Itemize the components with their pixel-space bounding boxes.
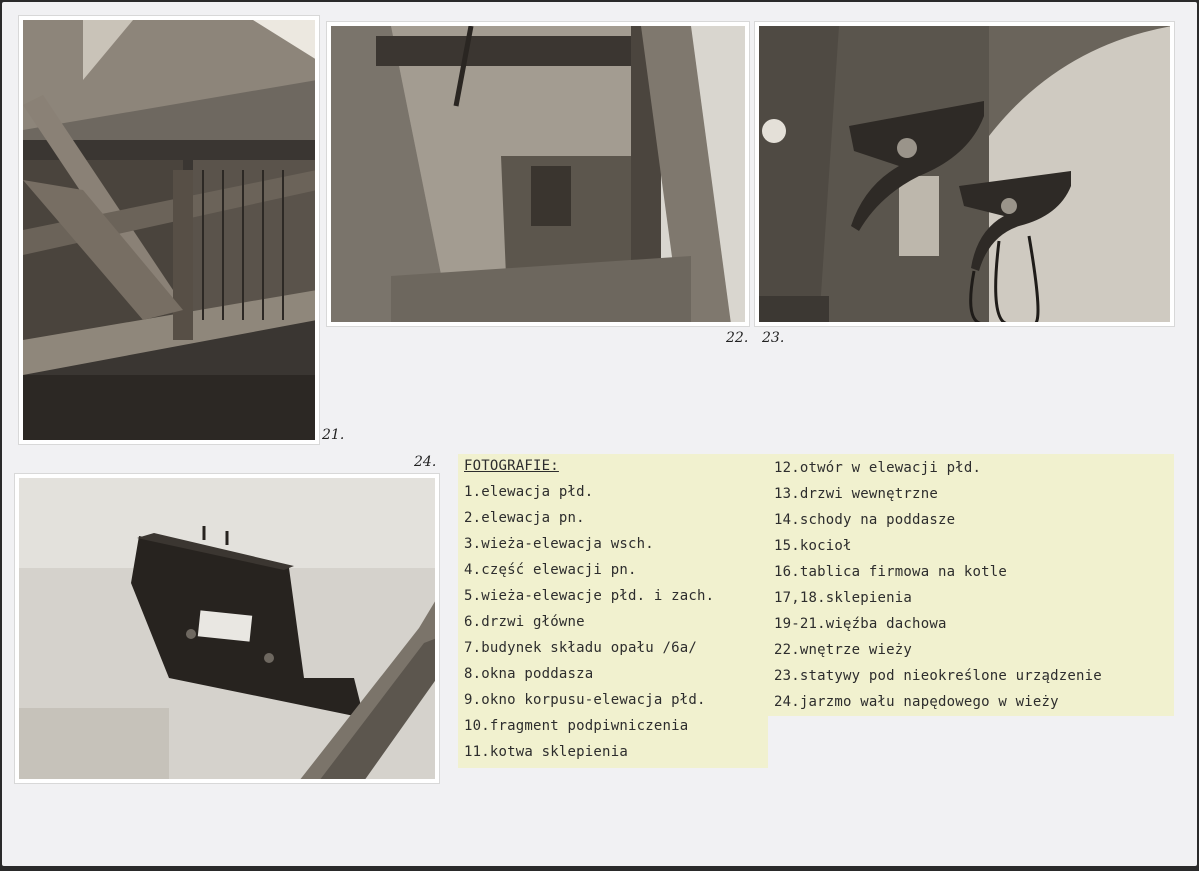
photo-23-number: 23. [762,330,785,346]
legend-item: 24.jarzmo wału napędowego w wieży [774,694,1059,710]
photo-24-number: 24. [414,454,437,470]
legend-item: 5.wieża-elewacje płd. i zach. [464,588,715,604]
legend-item: 22.wnętrze wieży [774,642,913,658]
legend-card-right [768,454,1174,716]
legend-item: 4.część elewacji pn. [464,562,637,578]
legend-item: 3.wieża-elewacja wsch. [464,536,654,552]
legend-heading: FOTOGRAFIE: [464,458,559,474]
photo-21-number: 21. [322,427,345,443]
legend-item: 7.budynek składu opału /6a/ [464,640,697,656]
legend-item: 8.okna poddasza [464,666,594,682]
legend-item: 23.statywy pod nieokreślone urządzenie [774,668,1102,684]
legend-item: 17,18.sklepienia [774,590,913,606]
photo-22-tower-interior [326,21,750,327]
legend-item: 15.kocioł [774,538,852,554]
legend-item: 19-21.więźba dachowa [774,616,947,632]
legend-item: 2.elewacja pn. [464,510,585,526]
photo-24-shaft-yoke [14,473,440,784]
legend-item: 10.fragment podpiwniczenia [464,718,689,734]
legend-item: 1.elewacja płd. [464,484,594,500]
photo-21-roof-truss [18,15,320,445]
legend-item: 9.okno korpusu-elewacja płd. [464,692,706,708]
legend-item: 6.drzwi główne [464,614,585,630]
legend-item: 12.otwór w elewacji płd. [774,460,982,476]
legend-item: 11.kotwa sklepienia [464,744,628,760]
legend-item: 14.schody na poddasze [774,512,956,528]
legend-card-left [458,454,768,768]
photo-23-brackets [754,21,1175,327]
album-page [2,2,1197,866]
legend-item: 16.tablica firmowa na kotle [774,564,1007,580]
legend-item: 13.drzwi wewnętrzne [774,486,938,502]
photo-22-number: 22. [726,330,749,346]
